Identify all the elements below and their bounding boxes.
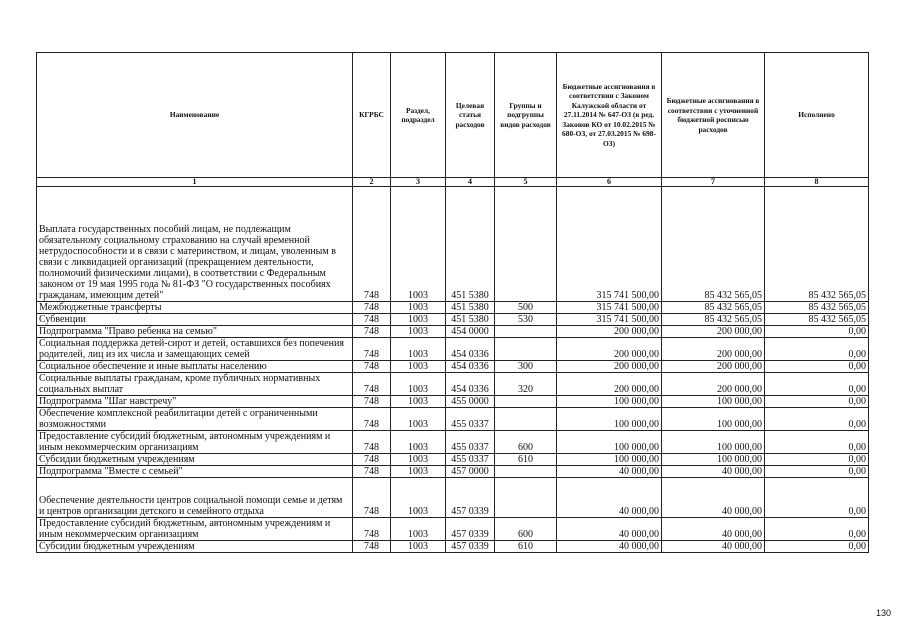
- cell-statya: 455 0337: [446, 454, 495, 466]
- cell-razdel: 1003: [391, 314, 446, 326]
- cell-razdel: 1003: [391, 361, 446, 373]
- cell-rospis: 85 432 565,05: [662, 314, 765, 326]
- cell-razdel: 1003: [391, 187, 446, 302]
- cell-vid: 530: [495, 314, 557, 326]
- cell-rospis: 40 000,00: [662, 518, 765, 541]
- cell-kgrbs: 748: [353, 396, 391, 408]
- cell-plan: 315 741 500,00: [557, 302, 662, 314]
- cell-plan: 200 000,00: [557, 373, 662, 396]
- table-row: [37, 541, 869, 553]
- column-number-row: [37, 178, 869, 187]
- cell-vid: [495, 478, 557, 518]
- column-number: 4: [446, 178, 495, 187]
- cell-razdel: 1003: [391, 478, 446, 518]
- cell-vid: 300: [495, 361, 557, 373]
- cell-done: 0,00: [765, 326, 869, 338]
- cell-statya: 454 0336: [446, 361, 495, 373]
- table-row: [37, 431, 869, 454]
- cell-razdel: 1003: [391, 326, 446, 338]
- cell-plan: 100 000,00: [557, 396, 662, 408]
- cell-kgrbs: 748: [353, 314, 391, 326]
- column-number: 3: [391, 178, 446, 187]
- cell-plan: 200 000,00: [557, 338, 662, 361]
- cell-statya: 454 0000: [446, 326, 495, 338]
- cell-razdel: 1003: [391, 408, 446, 431]
- cell-rospis: 200 000,00: [662, 326, 765, 338]
- cell-statya: 457 0339: [446, 478, 495, 518]
- column-number: 8: [765, 178, 869, 187]
- header-razdel: Раздел, подраздел: [391, 53, 446, 178]
- cell-rospis: 85 432 565,05: [662, 302, 765, 314]
- cell-name: Подпрограмма "Шаг навстречу": [37, 396, 353, 408]
- cell-kgrbs: 748: [353, 373, 391, 396]
- cell-done: 0,00: [765, 338, 869, 361]
- cell-rospis: 100 000,00: [662, 396, 765, 408]
- cell-kgrbs: 748: [353, 518, 391, 541]
- cell-razdel: 1003: [391, 541, 446, 553]
- cell-done: 85 432 565,05: [765, 314, 869, 326]
- cell-done: 0,00: [765, 431, 869, 454]
- cell-vid: [495, 466, 557, 478]
- cell-kgrbs: 748: [353, 302, 391, 314]
- cell-vid: 320: [495, 373, 557, 396]
- cell-statya: 451 5380: [446, 302, 495, 314]
- cell-plan: 40 000,00: [557, 541, 662, 553]
- cell-vid: 610: [495, 541, 557, 553]
- cell-done: 0,00: [765, 373, 869, 396]
- cell-plan: 40 000,00: [557, 478, 662, 518]
- table-row: [37, 338, 869, 361]
- cell-done: 85 432 565,05: [765, 302, 869, 314]
- cell-statya: 451 5380: [446, 187, 495, 302]
- cell-name: Выплата государственных пособий лицам, не подлежащим обязательному социальному страхованию на случай временной нетрудоспособности и в связи с материнством, и лицам, уволенным в связи с ликвидацией организаций (прекращением деятельности, полномочий физическими лицами), в соответствии с Федеральным законом от 19 мая 1995 года № 81-ФЗ "О государственных пособиях гражданам, имеющим детей": [37, 187, 353, 302]
- budget-table: [36, 52, 869, 553]
- cell-statya: 457 0000: [446, 466, 495, 478]
- cell-plan: 315 741 500,00: [557, 187, 662, 302]
- cell-vid: 600: [495, 518, 557, 541]
- cell-done: 0,00: [765, 408, 869, 431]
- cell-statya: 457 0339: [446, 541, 495, 553]
- table-row: [37, 396, 869, 408]
- cell-razdel: 1003: [391, 454, 446, 466]
- table-row: [37, 326, 869, 338]
- cell-kgrbs: 748: [353, 466, 391, 478]
- cell-name: Субсидии бюджетным учреждениям: [37, 454, 353, 466]
- cell-done: 0,00: [765, 518, 869, 541]
- cell-rospis: 100 000,00: [662, 408, 765, 431]
- cell-plan: 200 000,00: [557, 326, 662, 338]
- cell-kgrbs: 748: [353, 187, 391, 302]
- table-row: [37, 466, 869, 478]
- header-vid: Группы и подгруппы видов расходов: [495, 53, 557, 178]
- cell-name: Социальная поддержка детей-сирот и детей, оставшихся без попечения родителей, лиц из их числа и замещающих семей: [37, 338, 353, 361]
- header-done: Исполнено: [765, 53, 869, 178]
- cell-name: Социальные выплаты гражданам, кроме публичных нормативных социальных выплат: [37, 373, 353, 396]
- cell-plan: 40 000,00: [557, 466, 662, 478]
- header-plan: Бюджетные ассигнования в соответствии с Законом Калужской области от 27.11.2014 № 647-ОЗ (в ред. Законов КО от 10.02.2015 № 680-ОЗ, от 27.03.2015 № 698-ОЗ): [557, 53, 662, 178]
- cell-rospis: 85 432 565,05: [662, 187, 765, 302]
- cell-vid: [495, 326, 557, 338]
- cell-razdel: 1003: [391, 396, 446, 408]
- table-row: [37, 361, 869, 373]
- cell-rospis: 100 000,00: [662, 454, 765, 466]
- cell-kgrbs: 748: [353, 408, 391, 431]
- cell-plan: 40 000,00: [557, 518, 662, 541]
- cell-plan: 100 000,00: [557, 454, 662, 466]
- table-row: [37, 187, 869, 302]
- cell-razdel: 1003: [391, 431, 446, 454]
- cell-kgrbs: 748: [353, 478, 391, 518]
- cell-razdel: 1003: [391, 302, 446, 314]
- cell-vid: [495, 338, 557, 361]
- cell-rospis: 40 000,00: [662, 478, 765, 518]
- cell-statya: 455 0000: [446, 396, 495, 408]
- header-row: [37, 53, 869, 178]
- cell-name: Социальное обеспечение и иные выплаты населению: [37, 361, 353, 373]
- cell-razdel: 1003: [391, 518, 446, 541]
- cell-plan: 200 000,00: [557, 361, 662, 373]
- cell-kgrbs: 748: [353, 338, 391, 361]
- column-number: 6: [557, 178, 662, 187]
- table-row: [37, 302, 869, 314]
- cell-done: 0,00: [765, 478, 869, 518]
- cell-statya: 454 0336: [446, 373, 495, 396]
- cell-done: 85 432 565,05: [765, 187, 869, 302]
- table-row: [37, 454, 869, 466]
- table-row: [37, 408, 869, 431]
- cell-rospis: 100 000,00: [662, 431, 765, 454]
- column-number: 7: [662, 178, 765, 187]
- header-name: Наименование: [37, 53, 353, 178]
- cell-statya: 455 0337: [446, 408, 495, 431]
- column-number: 2: [353, 178, 391, 187]
- cell-statya: 451 5380: [446, 314, 495, 326]
- cell-rospis: 40 000,00: [662, 466, 765, 478]
- cell-name: Подпрограмма "Право ребенка на семью": [37, 326, 353, 338]
- cell-vid: [495, 396, 557, 408]
- table-row: [37, 314, 869, 326]
- cell-name: Межбюджетные трансферты: [37, 302, 353, 314]
- cell-razdel: 1003: [391, 373, 446, 396]
- cell-rospis: 200 000,00: [662, 338, 765, 361]
- cell-kgrbs: 748: [353, 454, 391, 466]
- column-number: 5: [495, 178, 557, 187]
- cell-statya: 454 0336: [446, 338, 495, 361]
- cell-done: 0,00: [765, 454, 869, 466]
- cell-name: Субсидии бюджетным учреждениям: [37, 541, 353, 553]
- cell-plan: 100 000,00: [557, 408, 662, 431]
- header-statya: Целевая статья расходов: [446, 53, 495, 178]
- cell-kgrbs: 748: [353, 541, 391, 553]
- header-rospis: Бюджетные ассигнования в соответствии с уточненной бюджетной росписью расходов: [662, 53, 765, 178]
- cell-rospis: 200 000,00: [662, 373, 765, 396]
- cell-done: 0,00: [765, 541, 869, 553]
- cell-statya: 455 0337: [446, 431, 495, 454]
- cell-name: Подпрограмма "Вместе с семьей": [37, 466, 353, 478]
- cell-rospis: 40 000,00: [662, 541, 765, 553]
- cell-name: Обеспечение деятельности центров социальной помощи семье и детям и центров организации детского и семейного отдыха: [37, 478, 353, 518]
- table-row: [37, 478, 869, 518]
- cell-vid: [495, 408, 557, 431]
- cell-vid: 500: [495, 302, 557, 314]
- cell-vid: [495, 187, 557, 302]
- cell-kgrbs: 748: [353, 326, 391, 338]
- cell-statya: 457 0339: [446, 518, 495, 541]
- cell-name: Предоставление субсидий бюджетным, автономным учреждениям и иным некоммерческим организациям: [37, 518, 353, 541]
- cell-razdel: 1003: [391, 466, 446, 478]
- column-number: 1: [37, 178, 353, 187]
- page-number: 130: [875, 608, 891, 618]
- header-kgrbs: КГРБС: [353, 53, 391, 178]
- table-row: [37, 518, 869, 541]
- cell-kgrbs: 748: [353, 431, 391, 454]
- cell-vid: 600: [495, 431, 557, 454]
- cell-plan: 315 741 500,00: [557, 314, 662, 326]
- cell-plan: 100 000,00: [557, 431, 662, 454]
- cell-done: 0,00: [765, 396, 869, 408]
- cell-kgrbs: 748: [353, 361, 391, 373]
- cell-name: Субвенции: [37, 314, 353, 326]
- cell-name: Обеспечение комплексной реабилитации детей с ограниченными возможностями: [37, 408, 353, 431]
- table-row: [37, 373, 869, 396]
- cell-name: Предоставление субсидий бюджетным, автономным учреждениям и иным некоммерческим организациям: [37, 431, 353, 454]
- cell-done: 0,00: [765, 361, 869, 373]
- cell-vid: 610: [495, 454, 557, 466]
- cell-razdel: 1003: [391, 338, 446, 361]
- cell-rospis: 200 000,00: [662, 361, 765, 373]
- cell-done: 0,00: [765, 466, 869, 478]
